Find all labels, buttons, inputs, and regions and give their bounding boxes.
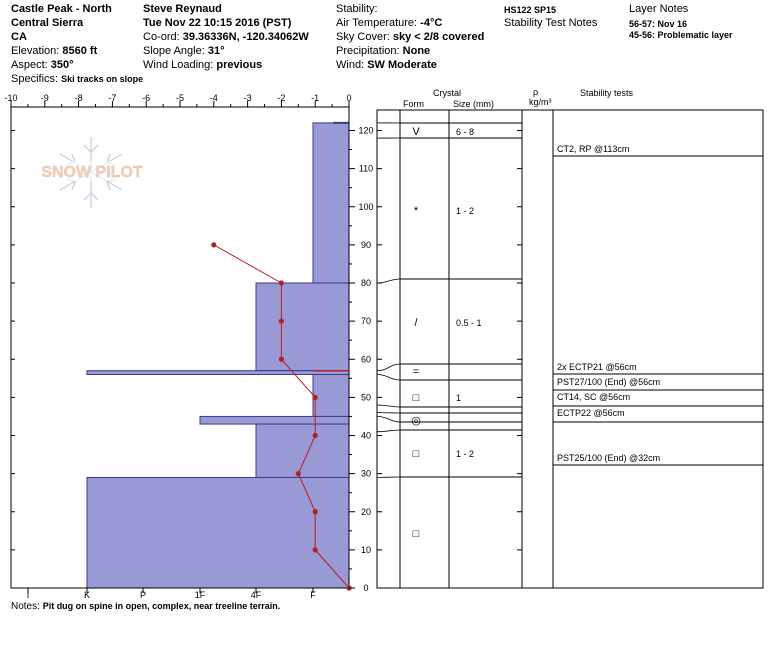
hardness-bar-1 [256, 283, 349, 371]
coord-value: 39.36336N, -120.34062W [182, 31, 309, 43]
layer-note-2: 45-56: Problematic layer [629, 30, 733, 40]
precip-label: Precipitation: [336, 45, 400, 57]
stability-test-notes-title: Stability Test Notes [504, 17, 598, 29]
slope-value: 31° [207, 45, 225, 57]
slope-label: Slope Angle: [143, 45, 205, 57]
height-tick-label-1: 10 [360, 544, 372, 555]
table-border [377, 110, 763, 588]
layer-connector-8 [377, 430, 400, 432]
hardness-tick-label-1: K [83, 590, 91, 600]
hardness-bar-6 [87, 477, 349, 588]
temp-tick-label-4: -6 [142, 93, 151, 103]
height-tick-label-2: 20 [360, 506, 372, 517]
grain-size-1: 1 - 2 [456, 206, 475, 216]
wind-loading-value: previous [216, 59, 263, 71]
hardness-bar-3 [313, 375, 349, 417]
height-tick-label-8: 80 [360, 278, 372, 288]
layer-connector-7 [377, 416, 400, 422]
layer-connector-5 [377, 405, 400, 407]
height-tick-label-5: 50 [360, 392, 372, 403]
temp-tick-label-3: -7 [108, 93, 117, 103]
sky-cover-value: sky < 2/8 covered [392, 31, 485, 43]
hardness-bar-2 [87, 371, 349, 375]
temp-tick-label-9: -1 [311, 93, 320, 103]
grain-form-3: = [412, 366, 420, 378]
state: CA [11, 31, 27, 43]
precip-value: None [402, 45, 431, 57]
wind-loading-label: Wind Loading: [143, 59, 214, 71]
grain-form-7: □ [412, 528, 420, 540]
snowpilot-logo [34, 137, 150, 208]
location-name: Castle Peak - North [11, 3, 112, 15]
grain-size-0: 6 - 8 [456, 127, 475, 137]
temperature-point-4 [313, 395, 318, 400]
temp-tick-label-7: -3 [243, 93, 252, 103]
layer-table [317, 110, 763, 588]
layer-connector-3 [377, 364, 400, 371]
stability-test-0: CT2, RP @113cm [557, 144, 630, 154]
height-tick-label-4: 40 [360, 430, 372, 441]
temperature-point-2 [279, 319, 284, 324]
grain-form-0: V [412, 126, 420, 138]
stability-test-3: CT14, SC @56cm [557, 392, 631, 402]
height-tick-label-3: 30 [360, 468, 372, 479]
elevation-label: Elevation: [11, 45, 60, 57]
coord-label: Co-ord: [143, 31, 180, 43]
temperature-point-5 [313, 433, 318, 438]
stability-test-5: PST25/100 (End) @32cm [557, 453, 661, 463]
air-temp-value: -4°C [420, 17, 443, 29]
temperature-point-3 [279, 357, 284, 362]
stability-test-1: 2x ECTP21 @56cm [557, 362, 637, 372]
mountain-range: Central Sierra [11, 17, 84, 29]
temperature-point-1 [279, 280, 284, 285]
hardness-tick-label-5: F [310, 590, 316, 600]
temp-tick-label-0: -10 [4, 93, 18, 103]
temp-tick-label-1: -9 [40, 93, 49, 103]
hardness-tick-label-3: 1F [194, 590, 206, 600]
stability-test-4: ECTP22 @56cm [557, 408, 625, 418]
observation-datetime: Tue Nov 22 10:15 2016 (PST) [143, 17, 292, 29]
hardness-tick-label-0: I [26, 590, 30, 600]
layer-connector-4 [377, 375, 400, 381]
temperature-point-7 [313, 509, 318, 514]
notes-label: Notes: [11, 601, 40, 612]
snow-surface-mark [333, 122, 349, 124]
wind-value: SW Moderate [367, 59, 437, 71]
height-tick-label-11: 110 [358, 163, 374, 174]
height-tick-label-12: 120 [358, 125, 374, 136]
stability-label: Stability: [336, 3, 378, 15]
stability-tests-header: Stability tests [580, 88, 634, 98]
temp-tick-label-6: -4 [209, 93, 218, 103]
hs-sp: HS122 SP15 [504, 5, 557, 15]
temperature-point-6 [296, 471, 301, 476]
height-tick-label-9: 90 [360, 239, 372, 250]
aspect-label: Aspect: [11, 59, 48, 71]
crystal-header: Crystal [433, 88, 462, 98]
grain-form-4: □ [412, 392, 420, 404]
aspect-value: 350° [50, 59, 74, 71]
grain-size-6: 1 - 2 [456, 449, 475, 459]
size-header: Size (mm) [453, 99, 494, 109]
elevation-value: 8560 ft [62, 45, 98, 57]
observer-name: Steve Reynaud [143, 3, 222, 15]
air-temp-label: Air Temperature: [336, 17, 418, 29]
height-tick-label-10: 100 [358, 201, 374, 212]
wind-label: Wind: [336, 59, 365, 71]
hardness-axis [27, 588, 317, 600]
notes-text: Pit dug on spine in open, complex, near treeline terrain. [42, 601, 281, 611]
grain-size-2: 0.5 - 1 [456, 318, 482, 328]
specifics-value: Ski tracks on slope [61, 74, 144, 84]
temp-tick-label-10: 0 [346, 93, 352, 103]
height-tick-label-0: 0 [363, 583, 369, 593]
height-tick-label-6: 60 [360, 354, 372, 365]
temp-tick-label-5: -5 [175, 93, 185, 103]
specifics-label: Specifics: [11, 73, 59, 85]
stability-test-2: PST27/100 (End) @56cm [557, 377, 661, 387]
hardness-bar-0 [313, 123, 349, 283]
rho-unit: kg/m³ [529, 97, 552, 107]
temperature-point-8 [313, 547, 318, 552]
temp-tick-label-8: -2 [277, 93, 286, 103]
notes-row [11, 600, 280, 613]
layer-notes-title: Layer Notes [629, 3, 689, 15]
layer-connector-2 [377, 279, 400, 283]
hardness-bar-5 [256, 424, 349, 477]
rho-header: ρ [533, 87, 539, 97]
grain-form-2: / [414, 317, 418, 329]
logo-text: SNOW PILOT [41, 164, 143, 181]
hardness-bar-4 [200, 416, 349, 424]
hardness-tick-label-2: P [139, 590, 147, 600]
layer-note-1: 56-57: Nov 16 [629, 19, 688, 29]
grain-form-6: □ [412, 448, 420, 460]
grain-form-5: ◎ [411, 415, 421, 427]
hardness-profile [87, 122, 349, 588]
height-tick-label-7: 70 [360, 316, 372, 327]
temperature-point-0 [211, 242, 216, 247]
grain-size-4: 1 [456, 393, 462, 403]
grain-form-1: * [413, 205, 419, 217]
temp-tick-label-2: -8 [74, 93, 83, 103]
hardness-tick-label-4: 4F [250, 590, 262, 600]
sky-cover-label: Sky Cover: [336, 31, 390, 43]
temperature-axis [4, 93, 351, 107]
form-header: Form [403, 99, 424, 109]
